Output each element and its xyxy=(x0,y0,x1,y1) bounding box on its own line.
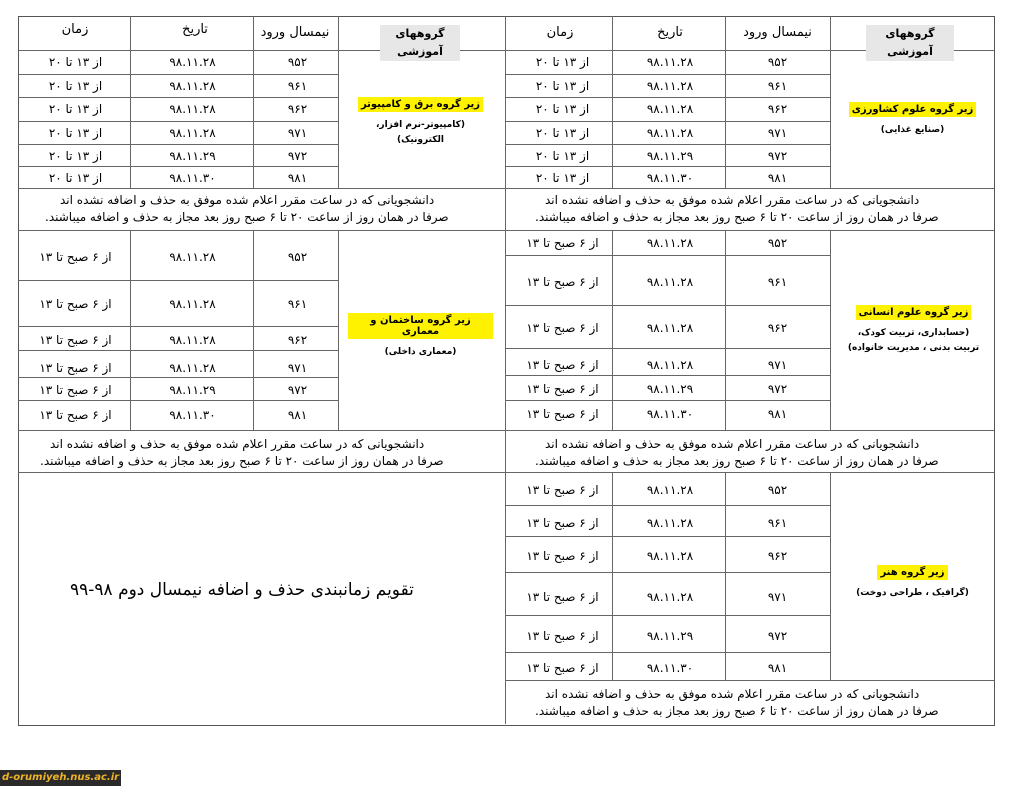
row-line xyxy=(505,255,830,256)
col-line xyxy=(130,230,131,430)
cell-entry: ۹۷۲ xyxy=(767,149,788,163)
divider xyxy=(18,188,994,189)
cell-entry: ۹۶۱ xyxy=(767,516,788,530)
cell-date: ۹۸.۱۱.۲۹ xyxy=(169,149,216,163)
row-line xyxy=(18,97,338,98)
divider xyxy=(18,472,994,473)
cell-date: ۹۸.۱۱.۲۸ xyxy=(169,126,216,140)
cell-entry: ۹۷۱ xyxy=(767,590,788,604)
col-line xyxy=(830,230,831,430)
cell-time: از ۶ صبح تا ۱۳ xyxy=(526,629,599,643)
note-line1: دانشجویانی که در ساعت مقرر اعلام شده موفق به حذف و اضافه نشده اند xyxy=(545,193,920,207)
group-building xyxy=(348,313,493,360)
row-line xyxy=(505,97,830,98)
row-line xyxy=(505,305,830,306)
row-line xyxy=(505,74,830,75)
cell-time: از ۱۳ تا ۲۰ xyxy=(48,126,103,140)
header-time: زمان xyxy=(61,22,89,37)
cell-entry: ۹۸۱ xyxy=(287,171,308,185)
cell-entry: ۹۸۱ xyxy=(287,408,308,422)
col-line xyxy=(830,16,831,188)
cell-entry: ۹۶۱ xyxy=(287,297,308,311)
cell-time: از ۶ صبح تا ۱۳ xyxy=(526,516,599,530)
note-line1: دانشجویانی که در ساعت مقرر اعلام شده موفق به حذف و اضافه نشده اند xyxy=(50,437,425,451)
cell-date: ۹۸.۱۱.۲۸ xyxy=(169,361,216,375)
cell-date: ۹۸.۱۱.۳۰ xyxy=(169,408,216,422)
cell-entry: ۹۶۲ xyxy=(767,549,788,563)
group-name: زیر گروه علوم انسانی xyxy=(856,305,972,320)
cell-entry: ۹۸۱ xyxy=(767,171,788,185)
cell-date: ۹۸.۱۱.۲۸ xyxy=(646,275,694,289)
row-line xyxy=(18,121,338,122)
cell-date: ۹۸.۱۱.۳۰ xyxy=(169,171,216,185)
row-line xyxy=(505,166,830,167)
header-groups: گروههای آموزشی xyxy=(380,25,460,61)
cell-date: ۹۸.۱۱.۲۸ xyxy=(169,55,216,69)
cell-time: از ۶ صبح تا ۱۳ xyxy=(39,333,112,347)
cell-date: ۹۸.۱۱.۲۸ xyxy=(646,590,694,604)
divider xyxy=(505,680,994,681)
cell-entry: ۹۸۱ xyxy=(767,661,788,675)
col-line xyxy=(830,472,831,680)
cell-entry: ۹۵۲ xyxy=(287,55,308,69)
cell-time: از ۱۳ تا ۲۰ xyxy=(535,55,590,69)
group-sub: (صنایع غذایی) xyxy=(880,125,945,135)
divider xyxy=(18,50,994,51)
row-line xyxy=(505,572,830,573)
cell-date: ۹۸.۱۱.۳۰ xyxy=(646,171,694,185)
group-name: زیر گروه هنر xyxy=(877,565,947,580)
note-line1: دانشجویانی که در ساعت مقرر اعلام شده موفق به حذف و اضافه نشده اند xyxy=(545,437,920,451)
col-line xyxy=(253,16,254,188)
note-line2: صرفا در همان روز از ساعت ۲۰ تا ۶ صبح روز بعد مجاز به حذف و اضافه میباشند. xyxy=(535,454,939,468)
page-title: تقویم زمانبندی حذف و اضافه نیمسال دوم ۹۸-۹۹ xyxy=(70,580,414,600)
col-line xyxy=(253,230,254,430)
cell-date: ۹۸.۱۱.۲۸ xyxy=(646,358,694,372)
site-watermark: d-orumiyeh.nus.ac.ir xyxy=(0,770,121,786)
row-line xyxy=(18,326,338,327)
row-line xyxy=(18,280,338,281)
row-line xyxy=(505,652,830,653)
col-line xyxy=(338,16,339,188)
col-line xyxy=(612,472,613,680)
row-line xyxy=(18,377,338,378)
row-line xyxy=(505,348,830,349)
cell-entry: ۹۸۱ xyxy=(767,407,788,421)
row-line xyxy=(505,536,830,537)
cell-entry: ۹۶۲ xyxy=(767,321,788,335)
row-line xyxy=(505,375,830,376)
col-line xyxy=(505,16,506,724)
cell-entry: ۹۵۲ xyxy=(287,250,308,264)
header-entry: نیمسال ورود xyxy=(260,25,330,40)
cell-entry: ۹۶۲ xyxy=(287,333,308,347)
col-line xyxy=(612,230,613,430)
header-time: زمان xyxy=(546,25,574,40)
cell-time: از ۶ صبح تا ۱۳ xyxy=(39,250,112,264)
cell-time: از ۱۳ تا ۲۰ xyxy=(535,126,590,140)
group-sub: (کامپیوتر-نرم افزار، الکترونیک) xyxy=(376,120,465,145)
note-line1: دانشجویانی که در ساعت مقرر اعلام شده موفق به حذف و اضافه نشده اند xyxy=(60,193,435,207)
group-humanities xyxy=(836,300,991,356)
cell-time: از ۶ صبح تا ۱۳ xyxy=(526,358,599,372)
cell-time: از ۱۳ تا ۲۰ xyxy=(48,55,103,69)
cell-date: ۹۸.۱۱.۲۹ xyxy=(169,383,216,397)
cell-time: از ۶ صبح تا ۱۳ xyxy=(39,408,112,422)
cell-entry: ۹۶۱ xyxy=(767,275,788,289)
cell-entry: ۹۵۲ xyxy=(767,236,788,250)
cell-date: ۹۸.۱۱.۲۸ xyxy=(646,79,694,93)
cell-date: ۹۸.۱۱.۲۸ xyxy=(169,79,216,93)
cell-time: از ۶ صبح تا ۱۳ xyxy=(39,383,112,397)
cell-time: از ۶ صبح تا ۱۳ xyxy=(526,549,599,563)
cell-entry: ۹۷۱ xyxy=(287,361,308,375)
cell-date: ۹۸.۱۱.۲۸ xyxy=(169,102,216,116)
cell-time: از ۶ صبح تا ۱۳ xyxy=(526,382,599,396)
note-line2: صرفا در همان روز از ساعت ۲۰ تا ۶ صبح روز بعد مجاز به حذف و اضافه میباشند. xyxy=(40,454,444,468)
note-line2: صرفا در همان روز از ساعت ۲۰ تا ۶ صبح روز بعد مجاز به حذف و اضافه میباشند. xyxy=(535,704,939,718)
cell-time: از ۱۳ تا ۲۰ xyxy=(535,102,590,116)
cell-date: ۹۸.۱۱.۲۸ xyxy=(646,516,694,530)
col-line xyxy=(612,16,613,188)
cell-time: از ۶ صبح تا ۱۳ xyxy=(526,661,599,675)
cell-time: از ۶ صبح تا ۱۳ xyxy=(39,297,112,311)
row-line xyxy=(505,615,830,616)
cell-entry: ۹۶۱ xyxy=(767,79,788,93)
header-date: تاریخ xyxy=(182,22,208,37)
col-line xyxy=(725,16,726,188)
cell-time: از ۱۳ تا ۲۰ xyxy=(535,149,590,163)
cell-date: ۹۸.۱۱.۲۸ xyxy=(646,102,694,116)
cell-entry: ۹۷۱ xyxy=(287,126,308,140)
cell-time: از ۱۳ تا ۲۰ xyxy=(535,79,590,93)
cell-entry: ۹۷۱ xyxy=(767,358,788,372)
cell-date: ۹۸.۱۱.۲۸ xyxy=(646,483,694,497)
row-line xyxy=(505,505,830,506)
col-line xyxy=(725,472,726,680)
group-electrical xyxy=(348,92,493,148)
cell-time: از ۶ صبح تا ۱۳ xyxy=(39,361,112,375)
cell-date: ۹۸.۱۱.۲۸ xyxy=(169,250,216,264)
cell-time: از ۶ صبح تا ۱۳ xyxy=(526,483,599,497)
group-sub: (گرافیک ، طراحی دوخت) xyxy=(856,588,969,598)
row-line xyxy=(505,400,830,401)
cell-entry: ۹۵۲ xyxy=(767,55,788,69)
group-sub: (حسابداری، تربیت کودک، تربیت بدنی ، مدیریت خانواده) xyxy=(847,328,980,353)
cell-entry: ۹۷۱ xyxy=(767,126,788,140)
cell-date: ۹۸.۱۱.۳۰ xyxy=(646,661,694,675)
divider xyxy=(18,230,994,231)
cell-entry: ۹۶۲ xyxy=(287,102,308,116)
note-line2: صرفا در همان روز از ساعت ۲۰ تا ۶ صبح روز بعد مجاز به حذف و اضافه میباشند. xyxy=(45,210,449,224)
header-groups: گروههای آموزشی xyxy=(866,25,954,61)
note-line1: دانشجویانی که در ساعت مقرر اعلام شده موفق به حذف و اضافه نشده اند xyxy=(545,687,920,701)
cell-date: ۹۸.۱۱.۲۸ xyxy=(646,55,694,69)
cell-date: ۹۸.۱۱.۲۹ xyxy=(646,149,694,163)
cell-entry: ۹۶۱ xyxy=(287,79,308,93)
note-line2: صرفا در همان روز از ساعت ۲۰ تا ۶ صبح روز بعد مجاز به حذف و اضافه میباشند. xyxy=(535,210,939,224)
cell-time: از ۱۳ تا ۲۰ xyxy=(48,149,103,163)
cell-date: ۹۸.۱۱.۲۸ xyxy=(169,333,216,347)
cell-date: ۹۸.۱۱.۲۹ xyxy=(646,629,694,643)
cell-entry: ۹۶۲ xyxy=(767,102,788,116)
row-line xyxy=(18,166,338,167)
cell-entry: ۹۷۲ xyxy=(287,383,308,397)
cell-time: از ۱۳ تا ۲۰ xyxy=(535,171,590,185)
col-line xyxy=(130,16,131,188)
group-name: زیر گروه برق و کامپیوتر xyxy=(358,97,483,112)
header-date: تاریخ xyxy=(657,25,683,40)
group-art xyxy=(840,560,985,601)
cell-entry: ۹۷۲ xyxy=(287,149,308,163)
cell-date: ۹۸.۱۱.۲۸ xyxy=(169,297,216,311)
header-entry: نیمسال ورود xyxy=(743,25,812,40)
cell-entry: ۹۷۲ xyxy=(767,382,788,396)
cell-time: از ۶ صبح تا ۱۳ xyxy=(526,321,599,335)
cell-time: از ۱۳ تا ۲۰ xyxy=(48,171,103,185)
cell-date: ۹۸.۱۱.۲۹ xyxy=(646,382,694,396)
cell-time: از ۱۳ تا ۲۰ xyxy=(48,79,103,93)
group-sub: (معماری داخلی) xyxy=(384,347,457,357)
cell-date: ۹۸.۱۱.۲۸ xyxy=(646,549,694,563)
cell-entry: ۹۷۲ xyxy=(767,629,788,643)
col-line xyxy=(338,230,339,430)
row-line xyxy=(18,350,338,351)
col-line xyxy=(725,230,726,430)
row-line xyxy=(505,121,830,122)
cell-time: از ۶ صبح تا ۱۳ xyxy=(526,407,599,421)
cell-date: ۹۸.۱۱.۲۸ xyxy=(646,236,694,250)
row-line xyxy=(505,144,830,145)
row-line xyxy=(18,144,338,145)
row-line xyxy=(18,400,338,401)
group-agriculture xyxy=(840,97,985,138)
cell-date: ۹۸.۱۱.۳۰ xyxy=(646,407,694,421)
divider xyxy=(18,430,994,431)
cell-time: از ۱۳ تا ۲۰ xyxy=(48,102,103,116)
cell-time: از ۶ صبح تا ۱۳ xyxy=(526,236,599,250)
cell-time: از ۶ صبح تا ۱۳ xyxy=(526,275,599,289)
cell-date: ۹۸.۱۱.۲۸ xyxy=(646,321,694,335)
cell-entry: ۹۵۲ xyxy=(767,483,788,497)
group-name: زیر گروه ساختمان و معماری xyxy=(348,313,493,339)
row-line xyxy=(18,74,338,75)
group-name: زیر گروه علوم کشاورزی xyxy=(849,102,976,117)
cell-date: ۹۸.۱۱.۲۸ xyxy=(646,126,694,140)
cell-time: از ۶ صبح تا ۱۳ xyxy=(526,590,599,604)
